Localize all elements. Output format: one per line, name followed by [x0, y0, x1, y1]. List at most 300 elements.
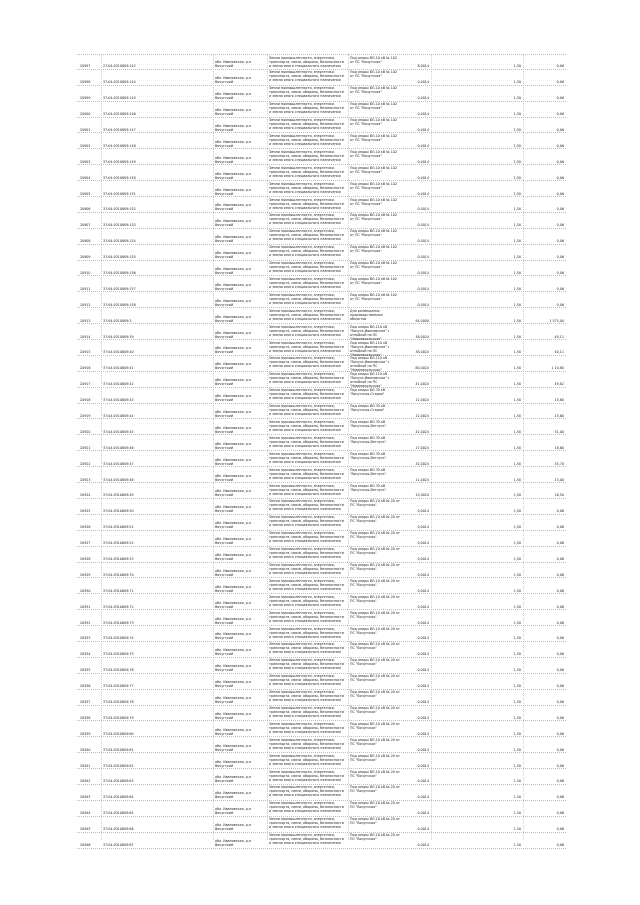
cadastral-number: 37:04:0310809:50 [103, 509, 134, 514]
tax-amount: 0,06 [556, 811, 564, 816]
address: обл. Ивановская, р-н Вичугский [215, 584, 252, 593]
area-value: 8,0014 [417, 64, 429, 69]
table-row [77, 419, 566, 435]
row-number: 20998 [80, 80, 91, 85]
land-category: Земли промышленности, энергетики, транспорта, связи, обороны, безопасности и земли иного специального назначения [269, 149, 344, 162]
tax-amount: 0,06 [556, 64, 564, 69]
tax-amount: 0,06 [556, 112, 564, 117]
tax-amount: 16,50 [554, 493, 564, 498]
land-category: Земли промышленности, энергетики, транспорта, связи, обороны, безопасности и земли иного специального назначения [269, 292, 344, 305]
table-row [77, 515, 566, 531]
permitted-use: Под опоры ВЛ-10 кВ № 20 от ПС "Вичугская" [350, 706, 400, 715]
row-number: 20923 [80, 477, 91, 482]
table-row [77, 690, 566, 706]
table-row [77, 467, 566, 483]
address: обл. Ивановская, р-н Вичугский [215, 235, 252, 244]
tax-rate: 1,50 [513, 366, 521, 371]
area-value: 0,0014 [417, 255, 429, 260]
cadastral-number: 37:04:0310809:80 [103, 731, 134, 736]
tax-rate: 1,50 [513, 159, 521, 164]
address: обл. Ивановская, р-н Вичугский [215, 759, 252, 768]
address: обл. Ивановская, р-н Вичугский [215, 489, 252, 498]
table-row [77, 149, 566, 165]
tax-rate: 1,50 [513, 112, 521, 117]
tax-amount: 0,06 [556, 509, 564, 514]
tax-rate: 1,50 [513, 398, 521, 403]
address: обл. Ивановская, р-н Вичугский [215, 600, 252, 609]
cadastral-number: 37:04:0310809:79 [103, 715, 134, 720]
row-number: 20911 [80, 286, 91, 291]
row-number: 20900 [80, 112, 91, 117]
address: обл. Ивановская, р-н Вичугский [215, 346, 252, 355]
tax-rate: 1,50 [513, 255, 521, 260]
cadastral-number: 37:04:0310809:86 [103, 827, 134, 832]
address: обл. Ивановская, р-н Вичугский [215, 664, 252, 673]
row-number: 20918 [80, 398, 91, 403]
address: обл. Ивановская, р-н Вичугский [215, 505, 252, 514]
table-row [77, 563, 566, 579]
land-category: Земли промышленности, энергетики, транспорта, связи, обороны, безопасности и земли иного специального назначения [269, 165, 344, 178]
table-row [77, 658, 566, 674]
tax-rate: 1,50 [513, 557, 521, 561]
table-row [77, 483, 566, 499]
table-row [77, 626, 566, 642]
cadastral-number: 37:04:0310809:147 [103, 127, 136, 132]
tax-amount: 0,06 [556, 159, 564, 164]
area-value: 0,0014 [417, 843, 429, 848]
table-row [77, 165, 566, 181]
table-row [77, 435, 566, 451]
land-category: Земли промышленности, энергетики, транспорта, связи, обороны, безопасности и земли иного специального назначения [269, 674, 344, 687]
table-row [77, 340, 566, 356]
tax-amount: 0,06 [556, 843, 564, 848]
land-category: Земли промышленности, энергетики, транспорта, связи, обороны, безопасности и земли иного специального назначения [269, 70, 344, 83]
tax-rate: 1,50 [513, 763, 521, 768]
tax-rate: 1,50 [513, 715, 521, 720]
address: обл. Ивановская, р-н Вичугский [215, 409, 252, 418]
tax-amount: 0,06 [556, 255, 564, 260]
area-value: 12,0024 [415, 398, 429, 403]
area-value: 38,0024 [415, 350, 429, 355]
cadastral-number: 37:04:0310809:45 [103, 429, 134, 434]
permitted-use: Под опоры ВЛ-110 кВ "Вичуга-Ивановская" с отпайкой на ПС "Новоникольская" [350, 372, 390, 389]
tax-rate: 1,50 [513, 843, 521, 848]
address: обл. Ивановская, р-н Вичугский [215, 123, 252, 132]
area-value: 0,0014 [417, 795, 429, 800]
table-row [77, 674, 566, 690]
land-category: Земли промышленности, энергетики, транспорта, связи, обороны, безопасности и земли иного специального назначения [269, 531, 344, 544]
permitted-use: Под опоры ВЛ-10 кВ № 102 от ПС "Вичугская" [350, 197, 398, 206]
cadastral-number: 37:04:0310809:156 [103, 270, 136, 275]
permitted-use: Под опоры ВЛ-10 кВ № 102 от ПС "Вичугская" [350, 118, 398, 127]
permitted-use: Под опоры ВЛ-10 кВ № 20 от ПС "Вичугская" [350, 658, 400, 667]
permitted-use: Под опоры ВЛ-10 кВ № 20 от ПС "Вичугская" [350, 642, 400, 651]
land-category: Земли промышленности, энергетики, транспорта, связи, обороны, безопасности и земли иного специального назначения [269, 721, 344, 734]
tax-rate: 1,50 [513, 541, 521, 546]
permitted-use: Под опоры ВЛ-10 кВ № 20 от ПС "Вичугская" [350, 499, 400, 508]
tax-amount: 40,11 [554, 350, 564, 355]
land-category: Земли промышленности, энергетики, транспорта, связи, обороны, безопасности и земли иного специального назначения [269, 769, 344, 782]
table-row [77, 833, 566, 849]
row-number: 20934 [80, 652, 91, 657]
tax-amount: 18,60 [554, 445, 564, 450]
tax-rate: 1,50 [513, 223, 521, 228]
address: обл. Ивановская, р-н Вичугский [215, 521, 252, 530]
address: обл. Ивановская, р-н Вичугский [215, 251, 252, 260]
cadastral-number: 37:04:0310809:53 [103, 557, 134, 561]
permitted-use: Под опоры ВЛ-10 кВ № 102 от ПС "Вичугская" [350, 181, 398, 190]
cadastral-number: 37:04:0310809:82 [103, 763, 134, 768]
permitted-use: Под опоры ВЛ-10 кВ № 20 от ПС "Вичугская" [350, 801, 400, 810]
table-row [77, 753, 566, 769]
permitted-use: Под опоры ВЛ-35 кВ "Вичугская-Старая" [350, 388, 386, 397]
row-number: 20915 [80, 350, 91, 355]
cadastral-number: 37:04:0310809:73 [103, 620, 134, 625]
cadastral-number: 37:04:0310809:84 [103, 795, 134, 800]
table-row [77, 292, 566, 308]
tax-rate: 1,50 [513, 731, 521, 736]
permitted-use: Под опоры ВЛ-10 кВ № 102 от ПС "Вичугская" [350, 133, 398, 142]
table-row [77, 706, 566, 722]
cadastral-number: 37:04:0310809:72 [103, 604, 134, 609]
tax-amount: 0,06 [556, 143, 564, 148]
land-category: Земли промышленности, энергетики, транспорта, связи, обороны, безопасности и земли иного специального назначения [269, 578, 344, 591]
table-row [77, 388, 566, 404]
address: обл. Ивановская, р-н Вичугский [215, 807, 252, 816]
tax-rate: 1,50 [513, 64, 521, 69]
tax-amount: 15,60 [554, 413, 564, 418]
area-value: 32,0024 [415, 461, 429, 466]
permitted-use: Под опоры ВЛ-10 кВ № 20 от ПС "Вичугская" [350, 690, 400, 699]
tax-rate: 1,50 [513, 652, 521, 657]
tax-amount: 0,06 [556, 525, 564, 530]
cadastral-number: 37:04:0310809:71 [103, 588, 134, 593]
permitted-use: Под опоры ВЛ-10 кВ № 102 от ПС "Вичугская" [350, 292, 398, 301]
row-number: 20942 [80, 779, 91, 784]
table-row [77, 817, 566, 833]
row-number: 20916 [80, 366, 91, 371]
row-number: 20903 [80, 159, 91, 164]
permitted-use: Под опоры ВЛ-35 кВ "Вичугская-Ветлуга" [350, 467, 387, 476]
permitted-use: Под опоры ВЛ-10 кВ № 20 от ПС "Вичугская" [350, 578, 400, 587]
table-row [77, 133, 566, 149]
cadastral-number: 37:04:0310809:41 [103, 366, 134, 371]
tax-rate: 1,50 [513, 572, 521, 577]
land-category: Земли промышленности, энергетики, транспорта, связи, обороны, безопасности и земли иного специального назначения [269, 547, 344, 560]
cadastral-number: 37:04:0310809:152 [103, 207, 136, 212]
tax-amount: 0,06 [556, 96, 564, 101]
area-value: 0,0014 [417, 557, 429, 561]
cadastral-number: 37:04:0310809:52 [103, 541, 134, 546]
permitted-use: Под опоры ВЛ-10 кВ № 102 от ПС "Вичугская" [350, 213, 398, 222]
permitted-use: Под опоры ВЛ-10 кВ № 102 от ПС "Вичугская" [350, 149, 398, 158]
tax-amount: 0,06 [556, 572, 564, 577]
table-row [77, 610, 566, 626]
land-category: Земли промышленности, энергетики, транспорта, связи, обороны, безопасности и земли иного специального назначения [269, 372, 344, 385]
address: обл. Ивановская, р-н Вичугский [215, 330, 252, 339]
table-row [77, 213, 566, 229]
address: обл. Ивановская, р-н Вичугский [215, 616, 252, 625]
cadastral-number: 37:04:0310809:87 [103, 843, 134, 848]
area-value: 80,0024 [415, 366, 429, 371]
area-value: 0,0014 [417, 588, 429, 593]
table-row [77, 531, 566, 547]
tax-rate: 1,50 [513, 429, 521, 434]
address: обл. Ивановская, р-н Вичугский [215, 282, 252, 291]
tax-rate: 1,50 [513, 239, 521, 244]
tax-amount: 13,00 [554, 477, 564, 482]
table-row [77, 801, 566, 817]
row-number: 20938 [80, 715, 91, 720]
tax-rate: 1,50 [513, 175, 521, 180]
area-value: 0,0014 [417, 191, 429, 196]
table-row [77, 451, 566, 467]
table-row [77, 785, 566, 801]
tax-amount: 0,06 [556, 668, 564, 673]
cadastral-number: 37:04:0310809:153 [103, 223, 136, 228]
permitted-use: Под опоры ВЛ-10 кВ № 102 от ПС "Вичугская" [350, 261, 398, 270]
row-number: 20919 [80, 413, 91, 418]
tax-rate: 1,50 [513, 493, 521, 498]
land-category: Земли промышленности, энергетики, транспорта, связи, обороны, безопасности и земли иного специального назначения [269, 245, 344, 258]
area-value: 0,0014 [417, 747, 429, 752]
tax-amount: 1 575,00 [549, 318, 564, 323]
table-row [77, 118, 566, 134]
land-category: Земли промышленности, энергетики, транспорта, связи, обороны, безопасности и земли иного специального назначения [269, 753, 344, 766]
cadastral-number: 37:04:0310809:47 [103, 461, 134, 466]
land-category: Земли промышленности, энергетики, транспорта, связи, обороны, безопасности и земли иного специального назначения [269, 658, 344, 671]
cadastral-number: 37:04:0310809:151 [103, 191, 136, 196]
tax-rate: 1,50 [513, 684, 521, 689]
address: обл. Ивановская, р-н Вичугский [215, 203, 252, 212]
row-number: 20921 [80, 445, 91, 450]
row-number: 20940 [80, 747, 91, 752]
tax-amount: 0,06 [556, 557, 564, 561]
table-row [77, 547, 566, 563]
land-category: Земли промышленности, энергетики, транспорта, связи, обороны, безопасности и земли иного специального назначения [269, 324, 344, 337]
row-number: 20930 [80, 588, 91, 593]
address: обл. Ивановская, р-н Вичугский [215, 775, 252, 784]
tax-rate: 1,50 [513, 509, 521, 514]
permitted-use: Под опоры ВЛ-35 кВ "Вичугская-Ветлуга" [350, 451, 387, 460]
tax-rate: 1,50 [513, 795, 521, 800]
row-number: 20939 [80, 731, 91, 736]
land-category: Земли промышленности, энергетики, транспорта, связи, обороны, безопасности и земли иного специального назначения [269, 118, 344, 131]
cadastral-number: 37:04:0310809:146 [103, 112, 136, 117]
address: обл. Ивановская, р-н Вичугский [215, 680, 252, 689]
land-category: Земли промышленности, энергетики, транспорта, связи, обороны, безопасности и земли иного специального назначения [269, 483, 344, 496]
area-value: 0,0014 [417, 684, 429, 689]
permitted-use: Под опоры ВЛ-10 кВ № 20 от ПС "Вичугская" [350, 547, 400, 556]
cadastral-number: 37:04:0310809:157 [103, 286, 136, 291]
row-number: 20905 [80, 191, 91, 196]
permitted-use: Под опоры ВЛ-35 кВ "Вичугская-Ветлуга" [350, 419, 387, 428]
area-value: 0,0014 [417, 286, 429, 291]
area-value: 0,0014 [417, 541, 429, 546]
permitted-use: Под опоры ВЛ-10 кВ № 20 от ПС "Вичугская" [350, 737, 400, 746]
address: обл. Ивановская, р-н Вичугский [215, 743, 252, 752]
cadastral-number: 37:04:0310809:81 [103, 747, 134, 752]
cadastral-number: 37:04:0310809:145 [103, 96, 136, 101]
address: обл. Ивановская, р-н Вичугский [215, 76, 252, 85]
row-number: 20927 [80, 541, 91, 546]
permitted-use: Под опоры ВЛ-10 кВ № 20 от ПС "Вичугская" [350, 674, 400, 683]
cadastral-number: 37:04:0310809:155 [103, 255, 136, 260]
area-value: 0,0014 [417, 175, 429, 180]
permitted-use: Под опоры ВЛ-10 кВ № 20 от ПС "Вичугская" [350, 833, 400, 842]
area-value: 0,0014 [417, 509, 429, 514]
tax-amount: 15,60 [554, 398, 564, 403]
table-row [77, 499, 566, 515]
area-value: 0,0014 [417, 270, 429, 275]
row-number: 20925 [80, 509, 91, 514]
table-row [77, 594, 566, 610]
cadastral-number: 37:04:0310809:70 [103, 572, 134, 577]
area-value: 38,0024 [415, 334, 429, 339]
row-number: 20920 [80, 429, 91, 434]
cadastral-number: 37:04:0310809:154 [103, 239, 136, 244]
permitted-use: Под опоры ВЛ-10 кВ № 20 от ПС "Вичугская" [350, 769, 400, 778]
tax-amount: 0,06 [556, 731, 564, 736]
area-value: 0,0014 [417, 143, 429, 148]
land-category: Земли промышленности, энергетики, транспорта, связи, обороны, безопасности и земли иного специального назначения [269, 340, 344, 353]
cadastral-number: 37:04:0310809:149 [103, 159, 136, 164]
area-value: 94,0000 [415, 318, 429, 323]
address: обл. Ивановская, р-н Вичугский [215, 394, 252, 403]
row-number: 20917 [80, 382, 91, 387]
table-row [77, 245, 566, 261]
tax-amount: 0,06 [556, 207, 564, 212]
tax-rate: 1,50 [513, 461, 521, 466]
cadastral-number: 37:04:0310809:150 [103, 175, 136, 180]
tax-rate: 1,50 [513, 382, 521, 387]
tax-rate: 1,50 [513, 811, 521, 816]
land-category: Земли промышленности, энергетики, транспорта, связи, обороны, безопасности и земли иного специального назначения [269, 515, 344, 528]
address: обл. Ивановская, р-н Вичугский [215, 187, 252, 196]
table-row [77, 769, 566, 785]
tax-amount: 0,06 [556, 604, 564, 609]
land-category: Земли промышленности, энергетики, транспорта, связи, обороны, безопасности и земли иного специального назначения [269, 706, 344, 719]
land-category: Земли промышленности, энергетики, транспорта, связи, обороны, безопасности и земли иного специального назначения [269, 388, 344, 401]
area-value: 0,0014 [417, 604, 429, 609]
land-category: Земли промышленности, энергетики, транспорта, связи, обороны, безопасности и земли иного специального назначения [269, 308, 344, 321]
row-number: 20941 [80, 763, 91, 768]
row-number: 20931 [80, 604, 91, 609]
area-value: 0,0014 [417, 525, 429, 530]
land-category: Земли промышленности, энергетики, транспорта, связи, обороны, безопасности и земли иного специального назначения [269, 261, 344, 274]
permitted-use: Под опоры ВЛ-10 кВ № 20 от ПС "Вичугская" [350, 785, 400, 794]
tax-rate: 1,50 [513, 779, 521, 784]
cadastral-number: 37:04:0310809:39 [103, 334, 134, 339]
permitted-use: Под опоры ВЛ-10 кВ № 20 от ПС "Вичугская" [350, 753, 400, 762]
land-category: Земли промышленности, энергетики, транспорта, связи, обороны, безопасности и земли иного специального назначения [269, 467, 344, 480]
row-number: 20943 [80, 795, 91, 800]
row-number: 20908 [80, 239, 91, 244]
area-value: 0,0014 [417, 127, 429, 132]
cadastral-number: 37:04:0310809:51 [103, 525, 134, 530]
area-value: 0,0014 [417, 811, 429, 816]
tax-amount: 49,82 [554, 382, 564, 387]
tax-rate: 1,50 [513, 191, 521, 196]
tax-amount: 0,06 [556, 223, 564, 228]
address: обл. Ивановская, р-н Вичугский [215, 823, 252, 832]
area-value: 0,0014 [417, 239, 429, 244]
area-value: 0,0014 [417, 96, 429, 101]
tax-rate: 1,50 [513, 477, 521, 482]
tax-amount: 0,06 [556, 302, 564, 307]
permitted-use: Для размещения производственных объектов [350, 308, 383, 321]
cadastral-number: 37:04:0310809:46 [103, 445, 134, 450]
address: обл. Ивановская, р-н Вичугский [215, 473, 252, 482]
cadastral-number: 37:04:0310809:77 [103, 684, 134, 689]
land-category: Земли промышленности, энергетики, транспорта, связи, обороны, безопасности и земли иного специального назначения [269, 499, 344, 512]
address: обл. Ивановская, р-н Вичугский [215, 171, 252, 180]
row-number: 20937 [80, 700, 91, 705]
area-value: 0,0014 [417, 572, 429, 577]
cadastral-number: 37:04:0310809:158 [103, 302, 136, 307]
area-value: 15,0024 [415, 493, 429, 498]
cadastral-number: 37:04:0310809:42 [103, 382, 134, 387]
area-value: 0,0014 [417, 715, 429, 720]
land-category: Земли промышленности, энергетики, транспорта, связи, обороны, безопасности и земли иного специального назначения [269, 594, 344, 607]
area-value: 0,0014 [417, 668, 429, 673]
row-number: 20944 [80, 811, 91, 816]
address: обл. Ивановская, р-н Вичугский [215, 425, 252, 434]
land-category: Земли промышленности, энергетики, транспорта, связи, обороны, безопасности и земли иного специального назначения [269, 563, 344, 575]
address: обл. Ивановская, р-н Вичугский [215, 696, 252, 705]
land-category: Земли промышленности, энергетики, транспорта, связи, обороны, безопасности и земли иного специального назначения [269, 133, 344, 146]
table-row [77, 102, 566, 118]
row-number: 20909 [80, 255, 91, 260]
tax-amount: 0,06 [556, 684, 564, 689]
land-tax-table [77, 54, 566, 848]
tax-rate: 1,50 [513, 350, 521, 355]
land-category: Земли промышленности, энергетики, транспорта, связи, обороны, безопасности и земли иного специального назначения [269, 690, 344, 703]
tax-amount: 0,06 [556, 715, 564, 720]
address: обл. Ивановская, р-н Вичугский [215, 537, 252, 546]
tax-rate: 1,50 [513, 700, 521, 705]
tax-amount: 40,11 [554, 334, 564, 339]
land-category: Земли промышленности, энергетики, транспорта, связи, обороны, безопасности и земли иного специального назначения [269, 229, 344, 242]
cadastral-number: 37:04:0310809:74 [103, 636, 134, 641]
row-number: 20907 [80, 223, 91, 228]
area-value: 17,0024 [415, 445, 429, 450]
tax-amount: 0,06 [556, 620, 564, 625]
table-row [77, 229, 566, 245]
cadastral-number: 37:04:0310809:48 [103, 477, 134, 482]
permitted-use: Под опоры ВЛ-10 кВ № 20 от ПС "Вичугская" [350, 594, 400, 603]
row-number: 20936 [80, 684, 91, 689]
table-row [77, 276, 566, 292]
row-number: 20922 [80, 461, 91, 466]
row-number: 20935 [80, 668, 91, 673]
tax-rate: 1,50 [513, 286, 521, 291]
area-value: 0,0014 [417, 80, 429, 85]
tax-amount: 0,06 [556, 652, 564, 657]
permitted-use: Под опоры ВЛ-10 кВ № 102 от ПС "Вичугская" [350, 276, 398, 285]
cadastral-number: 37:04:0310809:83 [103, 779, 134, 784]
row-number: 20933 [80, 636, 91, 641]
address: обл. Ивановская, р-н Вичугский [215, 632, 252, 641]
address: обл. Ивановская, р-н Вичугский [215, 839, 252, 848]
tax-amount: 1 10,80 [551, 366, 564, 371]
row-number: 20945 [80, 827, 91, 832]
tax-rate: 1,50 [513, 747, 521, 752]
cadastral-number: 37:04:0310809:148 [103, 143, 136, 148]
address: обл. Ивановская, р-н Вичугский [215, 92, 252, 101]
table-row [77, 578, 566, 594]
permitted-use: Под опоры ВЛ-10 кВ № 102 от ПС "Вичугская" [350, 229, 398, 238]
